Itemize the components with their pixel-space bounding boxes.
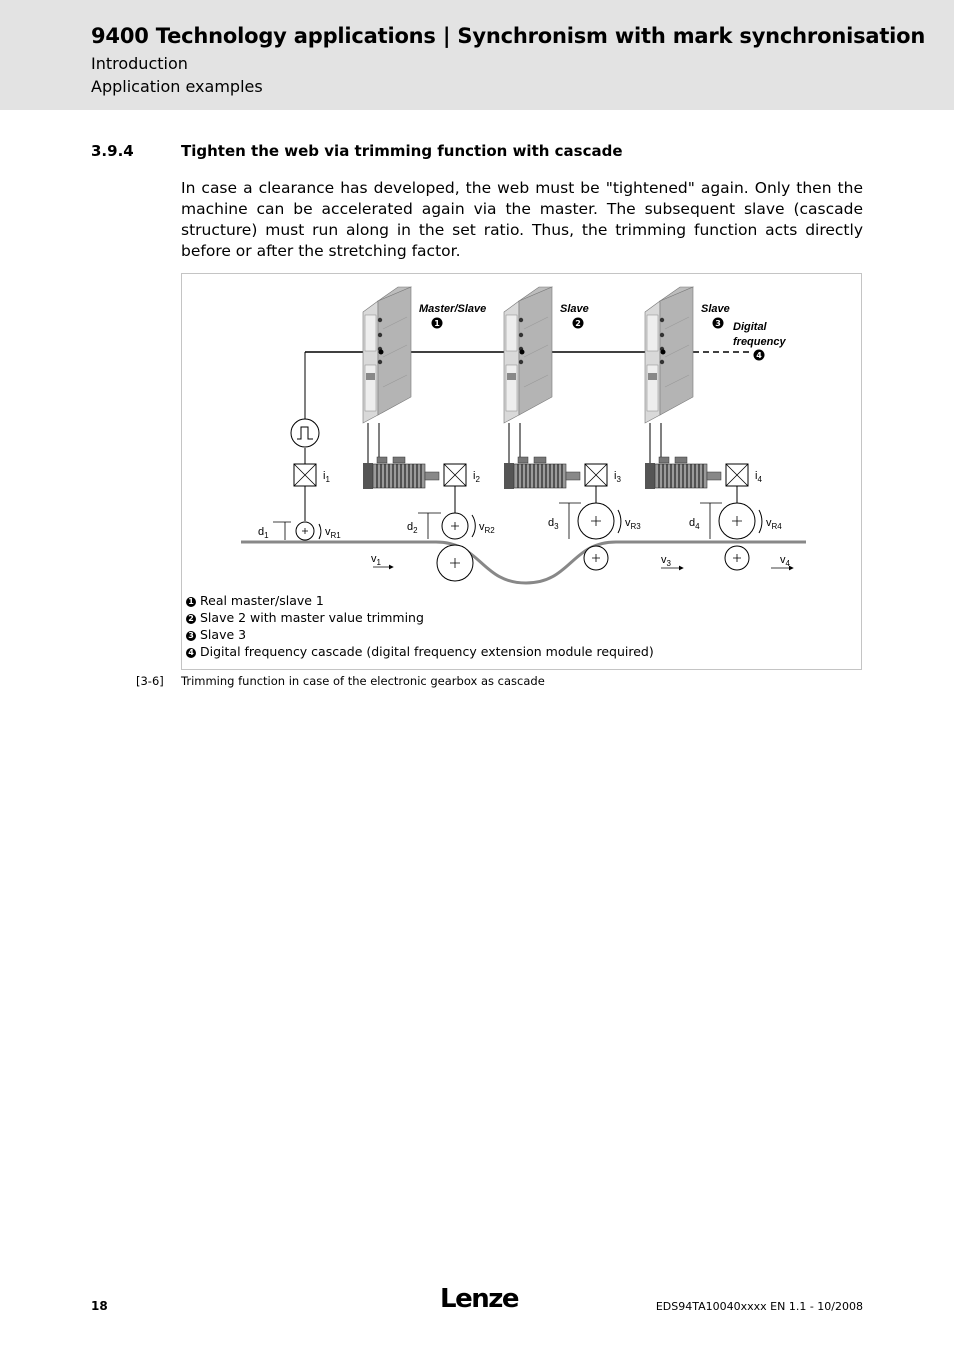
drive-2-label: Slave xyxy=(560,303,589,315)
motor-1 xyxy=(363,457,439,489)
roll-speed-label-3: $v_{R3}$ xyxy=(625,517,641,531)
web-speed-label-4: $v_4$ xyxy=(780,554,790,568)
legend-item: 3 Slave 3 xyxy=(186,626,654,643)
breadcrumb-section: Application examples xyxy=(91,77,263,96)
section-title: Tighten the web via trimming function with cascade xyxy=(181,142,623,160)
figure-legend xyxy=(186,592,654,660)
legend-item: 1 Real master/slave 1 xyxy=(186,592,654,609)
document-id: EDS94TA10040xxxx EN 1.1 - 10/2008 xyxy=(655,1300,863,1313)
document-title: 9400 Technology applications | Synchronism with mark synchronisation xyxy=(91,24,926,48)
page-number: 18 xyxy=(91,1299,108,1313)
roll-speed-label-4: $v_{R4}$ xyxy=(766,517,782,531)
gearbox-2 xyxy=(444,464,466,486)
gear-label-3: $i_3$ xyxy=(614,470,621,484)
web-material xyxy=(241,542,806,583)
legend-item: 4 Digital frequency cascade (digital frequency extension module required) xyxy=(186,643,654,660)
legend-item: 2 Slave 2 with master value trimming xyxy=(186,609,654,626)
drive-2 xyxy=(504,287,607,521)
svg-text:2: 2 xyxy=(575,319,581,328)
svg-text:3: 3 xyxy=(715,319,721,328)
motor-3 xyxy=(645,457,721,489)
marker-1 xyxy=(432,318,443,329)
diameter-label-1: $d_1$ xyxy=(258,526,269,540)
section-body: In case a clearance has developed, the web must be "tightened" again. Only then the machine can be accelerated again via the master. The subsequent slave (cascade structure) must run along in the set ratio. Thus, the trimming function acts directly before or after the stretching factor. xyxy=(181,179,863,260)
gearbox-1 xyxy=(294,464,316,486)
svg-text:1: 1 xyxy=(434,319,440,328)
gear-label-1: $i_1$ xyxy=(323,470,330,484)
gearbox-4 xyxy=(726,464,748,486)
gearbox-3 xyxy=(585,464,607,486)
diameter-label-2: $d_2$ xyxy=(407,521,418,535)
web-speed-label-3: $v_3$ xyxy=(661,554,671,568)
drive-1-label: Master/Slave xyxy=(419,303,487,315)
section-number: 3.9.4 xyxy=(91,142,134,160)
digital-frequency-label-1: Digital xyxy=(733,321,767,333)
brand-logo: Lenze xyxy=(440,1284,518,1314)
svg-text:4: 4 xyxy=(756,351,762,360)
figure-caption: Trimming function in case of the electronic gearbox as cascade xyxy=(181,674,545,688)
page-header xyxy=(0,0,954,110)
marker-2 xyxy=(573,318,584,329)
drive-3-label: Slave xyxy=(701,303,730,315)
marker-3 xyxy=(713,318,724,329)
diameter-label-3: $d_3$ xyxy=(548,517,559,531)
gear-label-4: $i_4$ xyxy=(755,470,762,484)
gear-label-2: $i_2$ xyxy=(473,470,480,484)
breadcrumb-chapter: Introduction xyxy=(91,54,188,73)
marker-4 xyxy=(754,350,765,361)
encoder-icon xyxy=(291,419,319,447)
web-speed-label-1: $v_1$ xyxy=(371,553,381,567)
diameter-label-4: $d_4$ xyxy=(689,517,700,531)
drive-1 xyxy=(363,287,466,526)
roll-speed-label-2: $v_{R2}$ xyxy=(479,521,495,535)
roll-speed-label-1: $v_{R1}$ xyxy=(325,526,341,540)
motor-2 xyxy=(504,457,580,489)
digital-frequency-label-2: frequency xyxy=(733,336,786,348)
figure-reference: [3-6] xyxy=(136,674,164,688)
